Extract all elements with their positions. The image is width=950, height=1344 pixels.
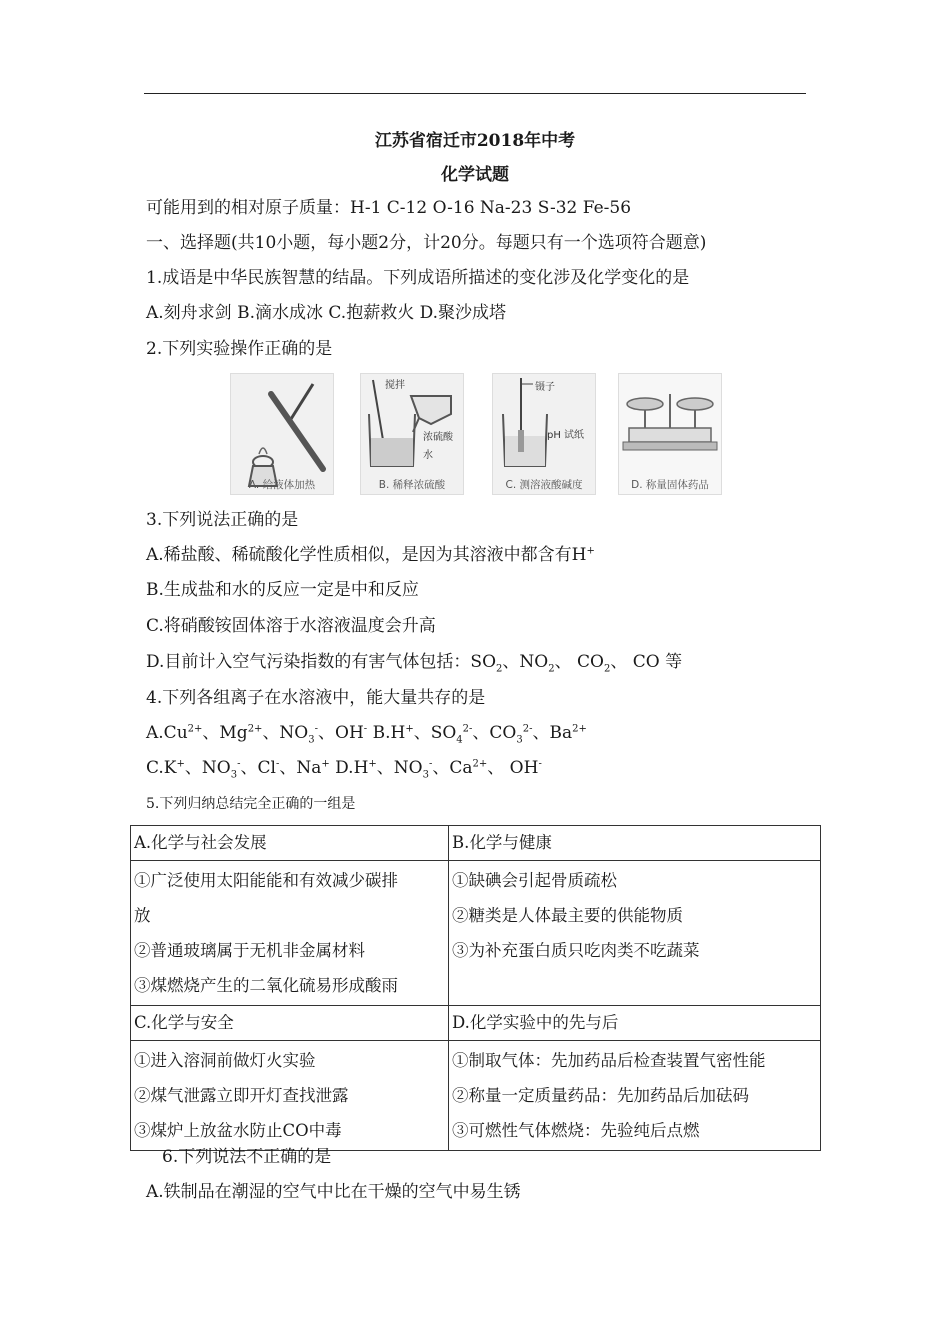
ion-charge: -: [275, 758, 280, 770]
ion-text: 、 OH: [487, 758, 539, 778]
q2-stem: 2.下列实验操作正确的是: [146, 339, 333, 359]
ion-charge: +: [176, 758, 185, 770]
list-item: ②糖类是人体最主要的供能物质: [452, 906, 683, 925]
cell-b-items: [449, 861, 821, 1006]
q3-d-sub: 2: [496, 663, 503, 675]
cell-c-items: [131, 1041, 449, 1151]
q3-option-a: [146, 543, 595, 567]
list-item: ②煤气泄露立即开灯查找泄露: [134, 1086, 349, 1105]
q1-options: A.刻舟求剑 B.滴水成冰 C.抱薪救火 D.聚沙成塔: [146, 303, 507, 323]
q6-stem: 6.下列说法不正确的是: [162, 1147, 332, 1167]
ion-charge: 2+: [247, 723, 263, 735]
ion-subscript: 3: [422, 769, 429, 781]
atomic-mass-line: 可能用到的相对原子质量：H-1 C-12 O-16 Na-23 S-32 Fe-56: [146, 198, 632, 218]
ion-text: 、Na: [279, 758, 322, 778]
q3-option-b: B.生成盐和水的反应一定是中和反应: [146, 580, 419, 600]
ion-subscript: 3: [516, 734, 523, 746]
top-rule: [144, 93, 806, 94]
ion-subscript: 3: [230, 769, 238, 781]
label-conc-acid: 浓硫酸: [423, 432, 453, 443]
ion-text: C.K: [146, 758, 177, 778]
list-item: ①广泛使用太阳能能和有效减少碳排: [134, 871, 398, 890]
list-item: ①进入溶洞前做灯火实验: [134, 1051, 316, 1070]
list-item: ③煤燃烧产生的二氧化硫易形成酸雨: [134, 976, 398, 995]
heating-liquid-illustration: [231, 374, 333, 494]
cell-b-head: B.化学与健康: [449, 826, 821, 861]
q4-line-2: [146, 756, 542, 780]
ion-charge: -: [363, 723, 368, 735]
q3-d-text: 、 CO 等: [610, 652, 683, 672]
q3-d-sub: 2: [548, 663, 555, 675]
ion-charge: -: [428, 758, 433, 770]
q3-a-text: A.稀盐酸、稀硫酸化学性质相似，是因为其溶液中都含有H: [146, 545, 587, 565]
ion-text: 、Cl: [240, 758, 276, 778]
table-row: [131, 1006, 821, 1041]
list-item: ①制取气体：先加药品后检查装置气密性能: [452, 1051, 766, 1070]
figure-d-caption: D. 称量固体药品: [631, 479, 709, 491]
q2-figures: [230, 373, 730, 495]
list-item: ③煤炉上放盆水防止CO中毒: [134, 1121, 342, 1140]
ion-charge: 2+: [572, 723, 587, 735]
table-row: [131, 861, 821, 1006]
ion-text: 、NO: [376, 758, 423, 778]
cell-a-head: A.化学与社会发展: [131, 826, 449, 861]
cell-d-items: [449, 1041, 821, 1151]
ion-charge: -: [237, 758, 241, 770]
ion-subscript: 3: [308, 734, 315, 746]
ion-charge: 2+: [472, 758, 488, 770]
ion-text: 、CO: [472, 723, 517, 743]
cell-a-items: [131, 861, 449, 1006]
ion-text: 、Ca: [432, 758, 473, 778]
figure-d: [618, 373, 722, 495]
table-row: [131, 1041, 821, 1151]
ion-text: 、NO: [184, 758, 231, 778]
label-ph-paper: pH 试纸: [547, 430, 585, 441]
q3-d-text: 、NO: [502, 652, 549, 672]
q3-option-d: [146, 650, 682, 674]
q4-line-1: [146, 721, 587, 745]
balance-illustration: [619, 374, 721, 494]
ion-charge: -: [314, 723, 319, 735]
q5-stem: 5.下列归纳总结完全正确的一组是: [146, 796, 356, 812]
page-title: 江苏省宿迁市2018年中考: [374, 131, 576, 151]
ion-charge: 2-: [462, 723, 473, 735]
ion-text: B.H: [367, 723, 406, 743]
ion-text: D.H: [329, 758, 369, 778]
q3-option-c: C.将硝酸铵固体溶于水溶液温度会升高: [146, 616, 436, 636]
figure-a: [230, 373, 334, 495]
q3-a-sup: +: [586, 545, 595, 557]
figure-b-caption: B. 稀释浓硫酸: [378, 479, 446, 491]
ion-charge: +: [368, 758, 377, 770]
label-stir: 搅拌: [385, 380, 405, 391]
list-item: ②称量一定质量药品：先加药品后加砝码: [452, 1086, 749, 1105]
q3-d-text: 、 CO: [554, 652, 604, 672]
figure-c-caption: C. 测溶液酸碱度: [505, 479, 583, 491]
list-item: ③可燃性气体燃烧：先验纯后点燃: [452, 1121, 700, 1140]
page-subtitle: 化学试题: [441, 165, 509, 185]
table-row: [131, 826, 821, 861]
label-tweezers: 镊子: [535, 382, 555, 393]
q5-summary-table: [130, 825, 821, 1151]
q6-option-a: A.铁制品在潮湿的空气中比在干燥的空气中易生锈: [146, 1182, 521, 1202]
label-water: 水: [423, 450, 433, 461]
q3-stem: 3.下列说法正确的是: [146, 510, 299, 530]
cell-c-head: C.化学与安全: [131, 1006, 449, 1041]
ion-charge: 2+: [187, 723, 203, 735]
ion-text: 、SO: [413, 723, 457, 743]
figure-c: [492, 373, 596, 495]
ion-charge: +: [405, 723, 414, 735]
ion-subscript: 4: [456, 734, 463, 746]
ion-text: A.Cu: [146, 723, 188, 743]
ion-text: 、Ba: [532, 723, 573, 743]
list-item: ①缺碘会引起骨质疏松: [452, 871, 617, 890]
section-heading: 一、选择题(共10小题，每小题2分，计20分。每题只有一个选项符合题意): [146, 233, 707, 253]
list-item: ③为补充蛋白质只吃肉类不吃蔬菜: [452, 941, 700, 960]
ion-charge: +: [321, 758, 330, 770]
ion-text: 、Mg: [202, 723, 248, 743]
q3-d-sub: 2: [603, 663, 611, 675]
ion-text: 、NO: [262, 723, 309, 743]
q1-stem: 1.成语是中华民族智慧的结晶。下列成语所描述的变化涉及化学变化的是: [146, 268, 690, 288]
ion-charge: 2-: [522, 723, 533, 735]
ion-text: 、OH: [318, 723, 364, 743]
list-item: 放: [134, 906, 151, 925]
cell-d-head: D.化学实验中的先与后: [449, 1006, 821, 1041]
figure-b: [360, 373, 464, 495]
ion-charge: -: [538, 758, 542, 770]
q4-stem: 4.下列各组离子在水溶液中，能大量共存的是: [146, 688, 486, 708]
list-item: ②普通玻璃属于无机非金属材料: [134, 941, 365, 960]
figure-a-caption: A. 给液体加热: [248, 479, 316, 491]
q3-d-text: D.目前计入空气污染指数的有害气体包括：SO: [146, 652, 497, 672]
